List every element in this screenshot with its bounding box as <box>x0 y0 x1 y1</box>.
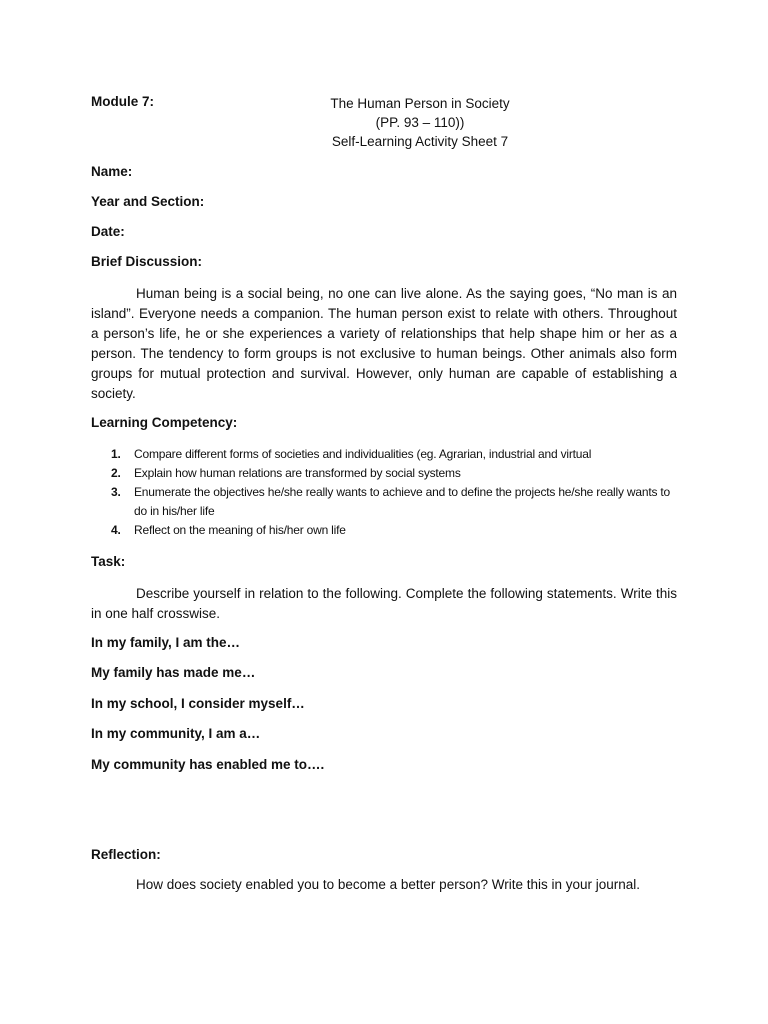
list-item-number: 1. <box>111 447 121 461</box>
list-item <box>108 521 680 540</box>
module-label: Module 7: <box>91 94 154 109</box>
list-item <box>108 464 680 483</box>
task-heading: Task: <box>91 554 126 569</box>
list-item-text: Reflect on the meaning of his/her own life <box>134 523 346 537</box>
list-item-text: Compare different forms of societies and individualities (eg. Agrarian, industrial and virtual <box>134 447 592 461</box>
list-item <box>108 445 680 464</box>
list-item-number: 2. <box>111 466 121 480</box>
competency-list <box>108 445 680 540</box>
sheet-title: Self-Learning Activity Sheet 7 <box>331 134 509 149</box>
list-item <box>108 483 680 521</box>
list-item-text: Enumerate the objectives he/she really wants to achieve and to define the projects he/she really wants to do in his/her life <box>134 485 670 518</box>
learning-competency-heading: Learning Competency: <box>91 415 238 430</box>
name-field-label: Name: <box>91 164 133 179</box>
task-instructions: Describe yourself in relation to the following. Complete the following statements. Write this in one half crosswise. <box>91 586 677 621</box>
statement-family-made-me: My family has made me… <box>91 665 256 680</box>
discussion-paragraph: Human being is a social being, no one can live alone. As the saying goes, “No man is an island”. Everyone needs a companion. The human person exist to relate with others. Throughout a person’s life, he or she experiences a variety of relationships that help shape him or her as a person. The tendency to form groups is not exclusive to human beings. Other animals also form groups for mutual protection and survival. However, only human are capable of establishing a society. <box>91 286 677 401</box>
list-item-text: Explain how human relations are transformed by social systems <box>134 466 461 480</box>
list-item-number: 3. <box>111 485 121 499</box>
statement-school: In my school, I consider myself… <box>91 696 305 711</box>
reflection-prompt: How does society enabled you to become a better person? Write this in your journal. <box>136 877 641 892</box>
statement-family-role: In my family, I am the… <box>91 635 241 650</box>
statement-community-role: In my community, I am a… <box>91 726 261 741</box>
document-header <box>270 94 570 151</box>
statement-community-enabled: My community has enabled me to…. <box>91 757 325 772</box>
page-range: (PP. 93 – 110)) <box>375 115 465 130</box>
date-field-label: Date: <box>91 224 125 239</box>
reflection-heading: Reflection: <box>91 847 161 862</box>
list-item-number: 4. <box>111 523 121 537</box>
document-title: The Human Person in Society <box>330 96 510 111</box>
year-section-field-label: Year and Section: <box>91 194 205 209</box>
brief-discussion-heading: Brief Discussion: <box>91 254 203 269</box>
